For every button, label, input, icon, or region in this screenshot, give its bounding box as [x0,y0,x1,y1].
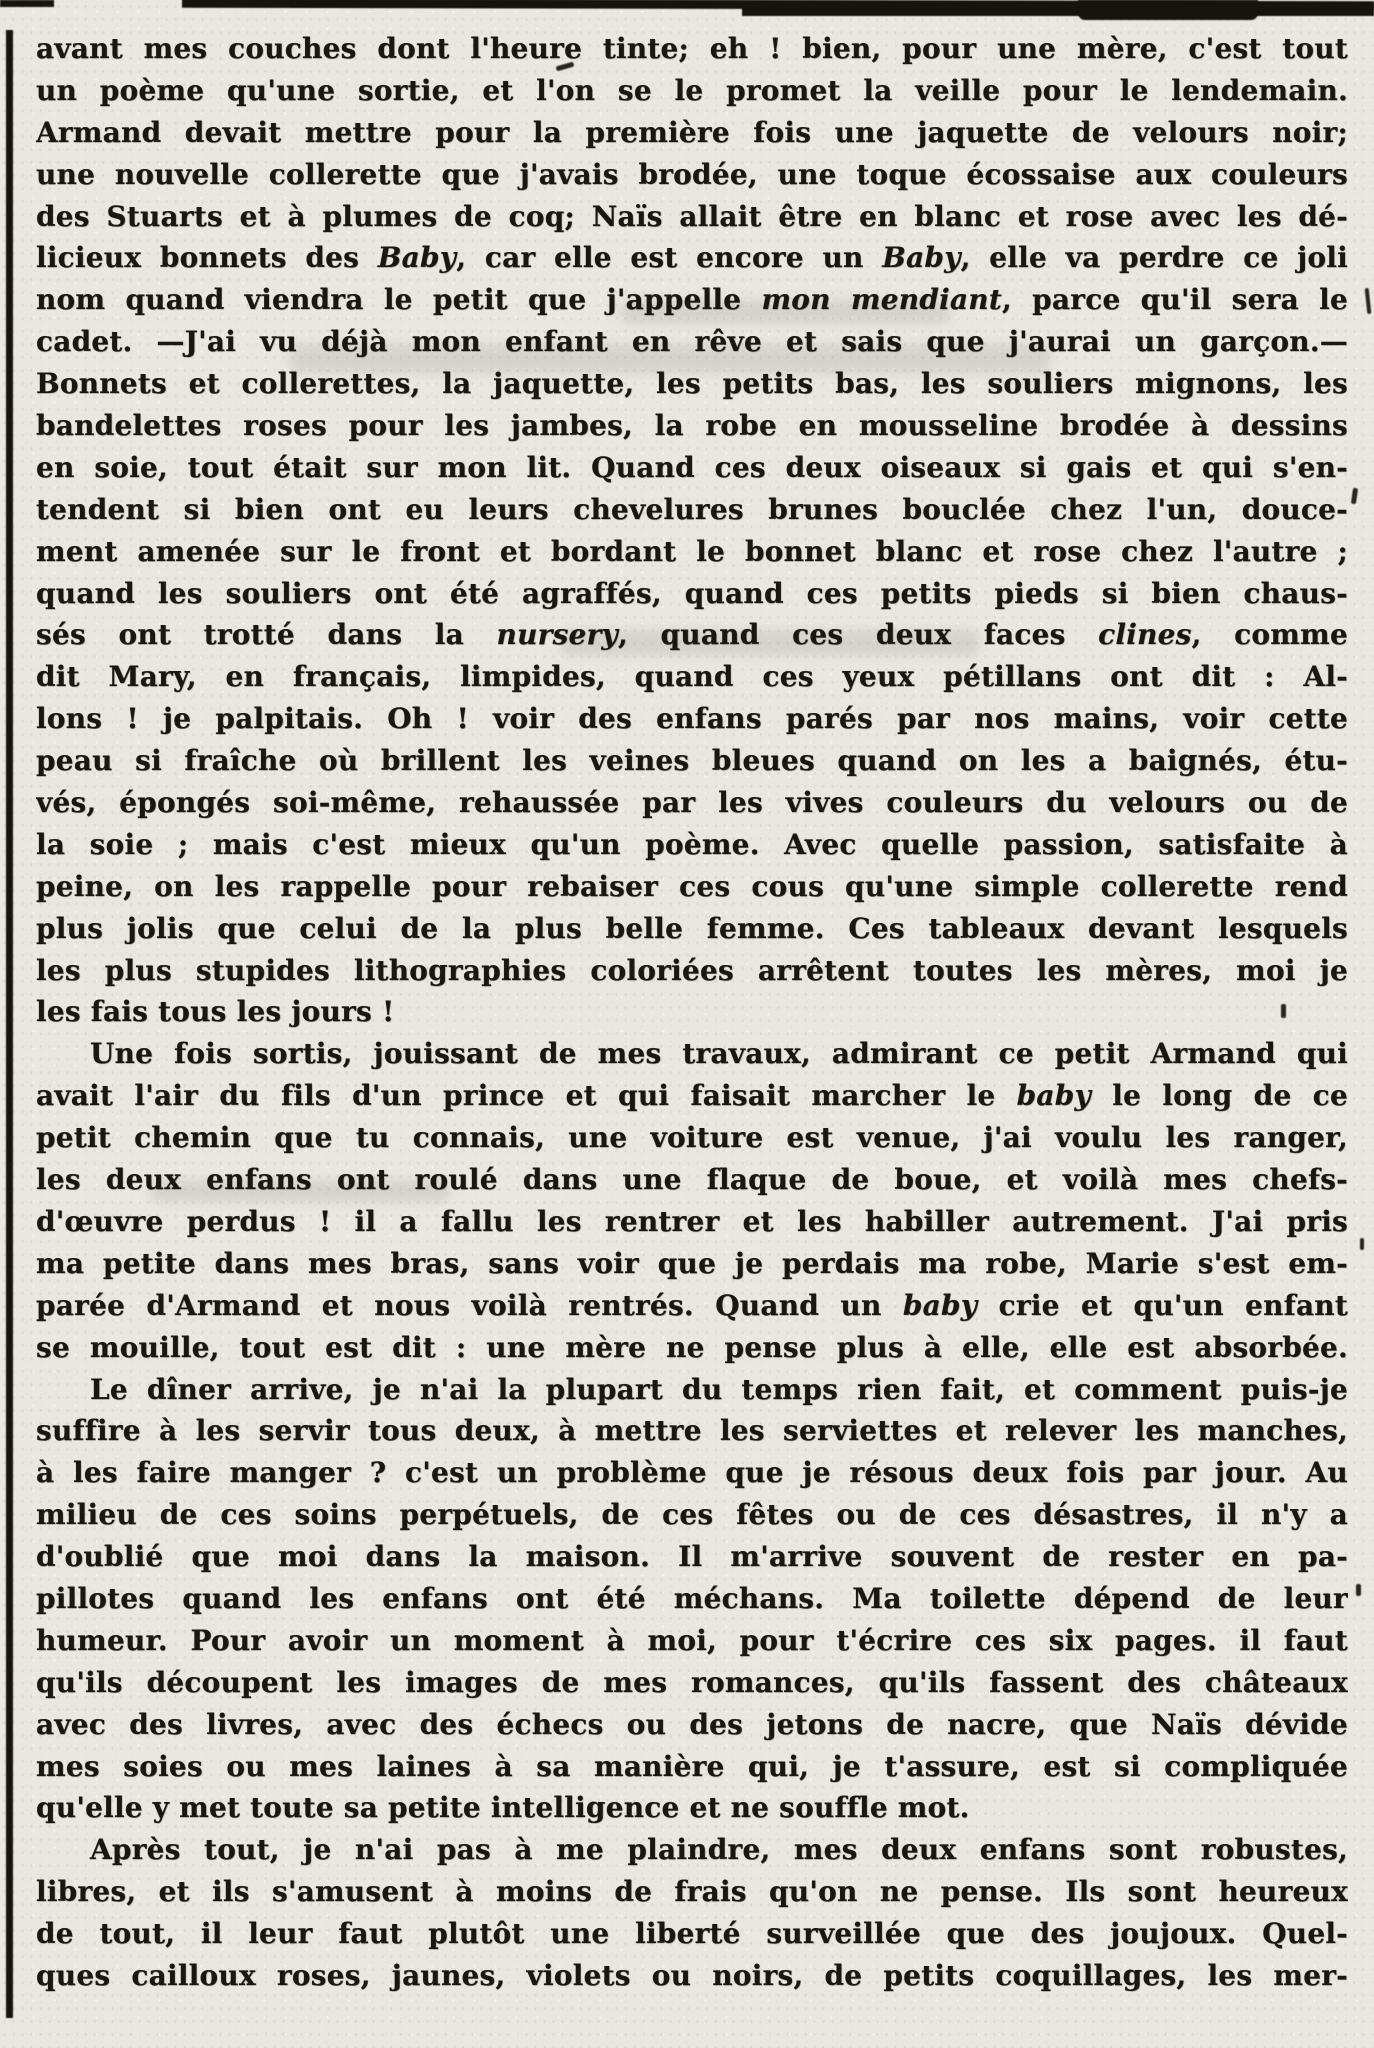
text-segment: Après tout, je n'ai pas à me plaindre, mes deux enfans sont robustes, [90,1833,1348,1867]
text-line [36,908,1348,950]
scan-artifact-top-thin [290,2,530,7]
text-segment: en soie, tout était sur mon lit. Quand ces deux oiseaux si gais et qui s'en- [36,450,1348,484]
text-segment: les plus stupides lithographies coloriées arrêtent toutes les mères, moi je [36,953,1348,987]
text-segment: une nouvelle collerette que j'avais brodée, une toque écossaise aux couleurs [36,157,1348,191]
text-segment: ques cailloux roses, jaunes, violets ou noirs, de petits coquillages, les mer- [36,1958,1348,1992]
text-segment: bandelettes roses pour les jambes, la robe en mousseline brodée à dessins [36,409,1348,443]
text-segment: suffire à les servir tous deux, à mettre les serviettes et relever les manches, [36,1414,1348,1448]
text-line [36,866,1348,908]
italic-word: baby [902,1288,978,1322]
scan-artifact-top-left-corner [0,0,54,7]
text-segment: , quand ces deux faces [617,618,1099,652]
text-line [36,824,1348,866]
text-segment: mes soies ou mes laines à sa manière qui, je t'assure, est si compliquée [36,1749,1348,1783]
text-segment: quand les souliers ont été agraffés, quand ces petits pieds si bien chaus- [36,576,1348,610]
text-line [36,1829,1348,1871]
text-segment: lons ! je palpitais. Oh ! voir des enfans parés par nos mains, voir cette [36,702,1348,736]
text-line [36,656,1348,698]
scan-artifact-top-blob [1078,0,1258,20]
text-line [36,112,1348,154]
text-line [36,196,1348,238]
text-segment: Armand devait mettre pour la première fois une jaquette de velours noir; [36,115,1348,149]
text-line [36,1452,1348,1494]
text-line [36,698,1348,740]
text-segment: crie et qu'un enfant [977,1288,1348,1322]
text-segment: les fais tous les jours ! [36,995,395,1029]
text-segment: ment amenée sur le front et bordant le bonnet blanc et rose chez l'autre ; [36,534,1348,568]
text-line [36,1746,1348,1788]
italic-word: Baby [377,241,457,275]
text-line [36,1285,1348,1327]
italic-word: clines [1098,618,1192,652]
text-line [36,1536,1348,1578]
text-line [36,1704,1348,1746]
article-text [36,28,1348,1997]
text-segment: , elle va perdre ce joli [960,241,1348,275]
text-line [36,1662,1348,1704]
text-segment: Le dîner arrive, je n'ai la plupart du temps rien fait, et comment puis-je [90,1372,1348,1406]
text-line [36,1327,1348,1369]
text-segment: le long de ce [1091,1079,1348,1113]
text-line [36,1159,1348,1201]
scan-speck [1351,488,1358,505]
text-line [36,447,1348,489]
text-segment: , parce qu'il sera le [1001,283,1348,317]
text-line [36,1871,1348,1913]
text-line [36,321,1348,363]
text-segment: licieux bonnets des [36,241,378,275]
text-line [36,1117,1348,1159]
text-line [36,28,1348,70]
text-segment: petit chemin que tu connais, une voiture est venue, j'ai voulu les ranger, [36,1121,1348,1155]
text-segment: avant mes couches dont l'heure tinte; eh ! bien, pour une mère, c'est tout [36,32,1348,65]
text-segment: les deux enfans ont roulé dans une flaque de boue, et voilà mes chefs- [36,1163,1348,1197]
text-line [36,489,1348,531]
text-line [36,991,1348,1033]
text-line [36,237,1348,279]
text-segment: avec des livres, avec des échecs ou des jetons de nacre, que Naïs dévide [36,1707,1348,1741]
text-segment: tendent si bien ont eu leurs chevelures brunes bouclée chez l'un, douce- [36,492,1348,526]
text-segment: parée d'Armand et nous voilà rentrés. Quand un [36,1288,903,1322]
text-segment: plus jolis que celui de la plus belle femme. Ces tableaux devant lesquels [36,911,1348,945]
text-segment: à les faire manger ? c'est un problème que je résous deux fois par jour. Au [36,1456,1348,1490]
text-line [36,363,1348,405]
text-segment: cadet. —J'ai vu déjà mon enfant en rêve et sais que j'aurai un garçon.— [36,325,1348,359]
text-segment: Bonnets et collerettes, la jaquette, les petits bas, les souliers mignons, les [36,367,1348,401]
text-line [36,614,1348,656]
scan-speck [1365,288,1372,314]
text-segment: se mouille, tout est dit : une mère ne pense plus à elle, elle est absorbée. [36,1330,1348,1364]
text-line [36,405,1348,447]
text-segment: humeur. Pour avoir un moment à moi, pour t'écrire ces six pages. il faut [36,1623,1348,1657]
text-line [36,1620,1348,1662]
text-line [36,1913,1348,1955]
text-line [36,279,1348,321]
text-segment: qu'elle y met toute sa petite intelligence et ne souffle mot. [36,1791,970,1825]
text-segment: un poème qu'une sortie, et l'on se le promet la veille pour le lendemain. [36,73,1348,107]
italic-word: Baby [882,241,961,275]
text-segment: vés, épongés soi-même, rehaussée par les vives couleurs du velours ou de [36,786,1348,820]
text-line [36,531,1348,573]
scan-speck [1356,1584,1361,1596]
text-line [36,1955,1348,1997]
scan-artifact-top-band-thick [742,3,1374,16]
text-segment: d'oublié que moi dans la maison. Il m'arrive souvent de rester en pa- [36,1540,1348,1574]
text-line [36,1410,1348,1452]
text-line [36,573,1348,615]
text-line [36,1578,1348,1620]
text-segment: libres, et ils s'amusent à moins de frais qu'on ne pense. Ils sont heureux [36,1875,1348,1909]
text-segment: d'œuvre perdus ! il a fallu les rentrer et les habiller autrement. J'ai pris [36,1204,1348,1238]
column-rule-left [6,30,13,2018]
text-line [36,782,1348,824]
text-segment: , comme [1191,618,1348,652]
text-line [36,950,1348,992]
italic-word: nursery [496,618,618,652]
text-segment: , car elle est encore un [456,241,883,275]
text-segment: des Stuarts et à plumes de coq; Naïs allait être en blanc et rose avec les dé- [36,199,1348,233]
text-line [36,1075,1348,1117]
text-line [36,1201,1348,1243]
text-line [36,1369,1348,1411]
text-segment: avait l'air du fils d'un prince et qui faisait marcher le [36,1079,1017,1113]
text-line [36,1787,1348,1829]
text-segment: la soie ; mais c'est mieux qu'un poème. Avec quelle passion, satisfaite à [36,827,1348,861]
text-segment: ma petite dans mes bras, sans voir que je perdais ma robe, Marie s'est em- [36,1246,1348,1280]
italic-word: baby [1016,1079,1092,1113]
text-line [36,740,1348,782]
text-line [36,1494,1348,1536]
text-segment: peine, on les rappelle pour rebaiser ces cous qu'une simple collerette rend [36,869,1348,903]
italic-word: mon mendiant [761,283,1002,317]
text-line [36,154,1348,196]
text-segment: pillotes quand les enfans ont été méchans. Ma toilette dépend de leur [36,1581,1348,1615]
text-segment: dit Mary, en français, limpides, quand ces yeux pétillans ont dit : Al- [36,660,1348,694]
text-segment: de tout, il leur faut plutôt une liberté surveillée que des joujoux. Quel- [36,1917,1348,1951]
scan-speck [1360,1238,1364,1250]
text-segment: Une fois sortis, jouissant de mes travaux, admirant ce petit Armand qui [90,1037,1348,1071]
text-segment: nom quand viendra le petit que j'appelle [36,283,762,317]
text-line [36,1243,1348,1285]
text-line [36,1033,1348,1075]
text-line [36,70,1348,112]
text-segment: sés ont trotté dans la [36,618,497,652]
text-segment: milieu de ces soins perpétuels, de ces fêtes ou de ces désastres, il n'y a [36,1498,1348,1532]
text-segment: peau si fraîche où brillent les veines bleues quand on les a baignés, étu- [36,744,1348,778]
text-segment: qu'ils découpent les images de mes romances, qu'ils fassent des châteaux [36,1665,1348,1699]
